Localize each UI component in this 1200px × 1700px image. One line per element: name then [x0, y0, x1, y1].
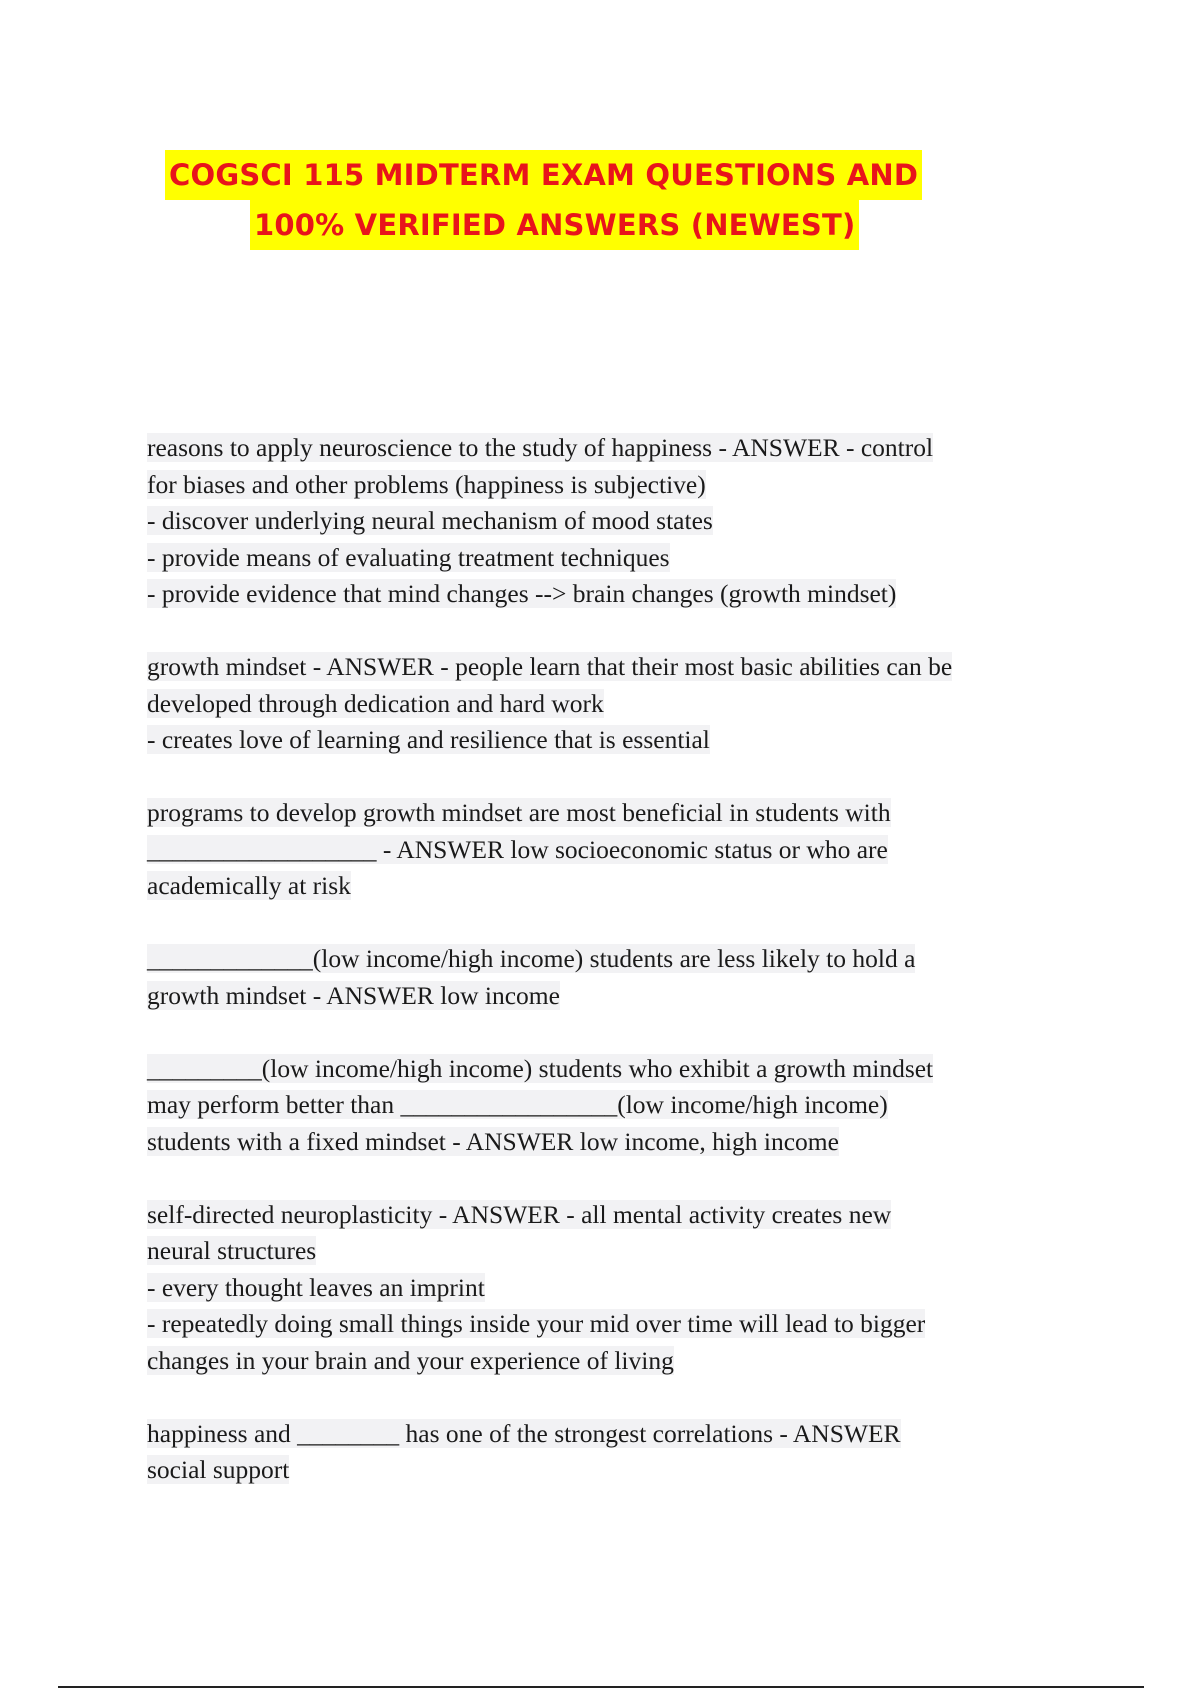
qa-line: - provide means of evaluating treatment techniques [147, 542, 670, 572]
qa-line: - discover underlying neural mechanism of mood states [147, 506, 713, 535]
qa-line: growth mindset - ANSWER - people learn that their most basic abilities can be [147, 652, 953, 681]
qa-line: academically at risk [147, 871, 351, 900]
title-line-1: COGSCI 115 MIDTERM EXAM QUESTIONS AND [165, 150, 922, 200]
qa-item [147, 1416, 1067, 1489]
qa-line: - provide evidence that mind changes --> brain changes (growth mindset) [147, 579, 897, 608]
qa-line: - every thought leaves an imprint [147, 1272, 485, 1302]
qa-line: __________________ - ANSWER low socioeconomic status or who are [147, 834, 888, 864]
qa-item [147, 430, 1067, 613]
qa-line: happiness and ________ has one of the strongest correlations - ANSWER [147, 1418, 901, 1448]
qa-item [147, 795, 1067, 905]
qa-item [147, 941, 1067, 1014]
qa-line: changes in your brain and your experience of living [147, 1345, 674, 1375]
page-bottom-rule [58, 1686, 1144, 1688]
qa-list [147, 430, 1067, 1525]
qa-line: - creates love of learning and resilience that is essential [147, 725, 710, 754]
qa-item [147, 1051, 1067, 1161]
title-line-2: 100% VERIFIED ANSWERS (NEWEST) [250, 200, 859, 250]
qa-line: may perform better than _________________(low income/high income) [147, 1090, 888, 1119]
qa-line: neural structures [147, 1236, 317, 1265]
qa-line: developed through dedication and hard work [147, 688, 604, 718]
qa-line: _____________(low income/high income) students are less likely to hold a [147, 944, 916, 973]
qa-line: growth mindset - ANSWER low income [147, 980, 560, 1010]
qa-line: self-directed neuroplasticity - ANSWER - all mental activity creates new [147, 1199, 892, 1229]
qa-line: for biases and other problems (happiness is subjective) [147, 469, 706, 499]
qa-item [147, 649, 1067, 759]
qa-line: _________(low income/high income) students who exhibit a growth mindset [147, 1053, 934, 1083]
qa-line: social support [147, 1455, 290, 1484]
qa-item [147, 1197, 1067, 1380]
qa-line: reasons to apply neuroscience to the study of happiness - ANSWER - control [147, 433, 934, 462]
qa-line: programs to develop growth mindset are most beneficial in students with [147, 798, 891, 827]
qa-line: students with a fixed mindset - ANSWER low income, high income [147, 1126, 839, 1156]
qa-line: - repeatedly doing small things inside your mid over time will lead to bigger [147, 1309, 926, 1338]
